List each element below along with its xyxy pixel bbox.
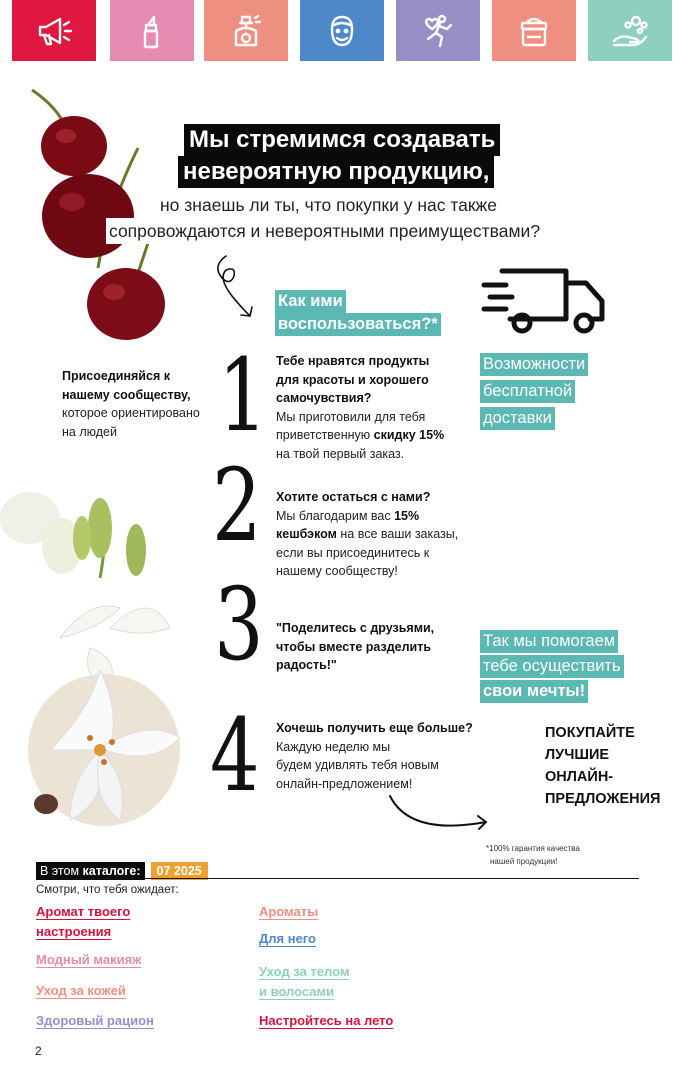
step-number-4: 4 — [210, 697, 260, 814]
toc-mood-fragrance-line-1: Аромат твоего — [36, 904, 131, 919]
toc-body-hair[interactable] — [259, 962, 350, 1002]
footnote-line-2: нашей продукции! — [490, 856, 558, 866]
toc-for-him[interactable]: Для него — [259, 931, 316, 946]
free-delivery-line-3: доставки — [480, 407, 555, 430]
catalog-bold: каталоге: — [82, 864, 141, 878]
shop-online-offers-cta — [545, 722, 660, 810]
headline-sub-1: но знаешь ли ты, что покупки у нас также — [157, 192, 500, 218]
step-1-line-1: Тебе нравятся продукты — [276, 354, 430, 368]
tab-skincare[interactable] — [492, 0, 576, 61]
dreams-line-2: тебе осуществить — [480, 655, 624, 678]
join-note-bold-1: Присоединяйся к — [62, 369, 170, 383]
step-2-line-5: нашему сообществу! — [276, 564, 398, 578]
headline-line-1: Мы стремимся создавать — [184, 124, 500, 156]
dreams-line-1: Так мы помогаем — [480, 630, 618, 653]
catalog-prefix: В этом — [40, 864, 83, 878]
step-2-line-1: Хотите остаться с нами? — [276, 490, 431, 504]
toc-body-hair-line-1: Уход за телом — [259, 964, 350, 979]
step-1-text — [276, 352, 444, 463]
step-4-line-3: будем удивлять тебя новым — [276, 758, 439, 772]
free-delivery-line-2: бесплатной — [480, 380, 575, 403]
step-1-line-4: Мы приготовили для тебя — [276, 409, 426, 424]
cream-jar-icon — [514, 11, 554, 51]
wellness-icon — [418, 11, 458, 51]
how-to-use-line-1: Как ими — [275, 290, 346, 313]
step-4-line-1: Хочешь получить еще больше? — [276, 721, 473, 735]
step-1-line-3: самочувствия? — [276, 391, 372, 405]
toc-fashion-makeup[interactable]: Модный макияж — [36, 952, 142, 967]
megaphone-icon — [34, 11, 74, 51]
toc-body-hair-line-2: и волосами — [259, 984, 335, 999]
headline-sub-2: сопровождаются и невероятными преимуществами? — [106, 218, 543, 244]
curly-arrow-icon — [212, 252, 262, 324]
catalog-divider — [36, 878, 639, 879]
join-note-text-2: на людей — [62, 424, 117, 439]
toc-mood-fragrance[interactable] — [36, 902, 130, 942]
step-2-cashback: кешбэком — [276, 527, 337, 541]
step-2-line-3b: на все ваши заказы, — [336, 527, 459, 541]
free-delivery-line-1: Возможности — [480, 353, 588, 376]
cta-line-3: ОНЛАЙН- — [545, 769, 614, 785]
cta-line-4: ПРЕДЛОЖЕНИЯ — [545, 791, 661, 807]
toc-mood-fragrance-line-2: настроения — [36, 924, 112, 939]
toc-fragrances[interactable]: Ароматы — [259, 904, 319, 919]
step-2-cashback-percent: 15% — [394, 508, 420, 523]
dreams-line-3: свои мечты! — [480, 680, 588, 703]
toc-summer[interactable]: Настройтесь на лето — [259, 1013, 394, 1028]
hand-wash-icon — [610, 11, 650, 51]
delivery-truck-icon — [480, 265, 608, 337]
swoosh-arrow-icon — [386, 790, 496, 838]
step-3-line-1: "Поделитесь с друзьями, — [276, 621, 435, 635]
footnote-line-1: *100% гарантия качества — [486, 844, 580, 853]
cta-line-2: ЛУЧШИЕ — [545, 747, 610, 763]
tab-makeup[interactable] — [110, 0, 194, 61]
step-4-line-2: Каждую неделю мы — [276, 739, 391, 754]
toc-skincare[interactable]: Уход за кожей — [36, 983, 126, 998]
headline-line-2: невероятную продукцию, — [178, 156, 494, 188]
step-number-1: 1 — [218, 337, 268, 454]
step-3-line-2: чтобы вместе разделить — [276, 639, 432, 654]
step-4-text — [276, 719, 473, 793]
catalog-date: 07 2025 — [151, 862, 208, 880]
step-number-2: 2 — [212, 447, 262, 564]
man-face-icon — [322, 11, 362, 51]
tab-wellness[interactable] — [396, 0, 480, 61]
step-3-text — [276, 619, 434, 675]
catalog-intro: Смотри, что тебя ожидает: — [36, 884, 179, 896]
tab-for-him[interactable] — [300, 0, 384, 61]
toc-healthy-diet[interactable]: Здоровый рацион — [36, 1013, 154, 1028]
step-2-line-4: если вы присоединитесь к — [276, 545, 430, 560]
step-1-line-2: для красоты и хорошего — [276, 372, 429, 387]
step-3-line-3: радость!" — [276, 658, 337, 672]
step-number-3: 3 — [214, 566, 264, 683]
step-2-text — [276, 488, 458, 581]
how-to-use-line-2: воспользоваться?* — [275, 313, 441, 336]
category-tabs — [0, 0, 684, 62]
tab-ads[interactable] — [12, 0, 96, 61]
join-note-text-1: которое ориентировано — [62, 406, 200, 420]
page-number: 2 — [35, 1044, 42, 1058]
quality-guarantee-footnote — [486, 843, 580, 868]
join-community-note — [62, 367, 222, 441]
join-note-bold-2: нашему сообществу, — [62, 387, 191, 402]
step-2-line-2a: Мы благодарим вас — [276, 508, 395, 523]
step-4-line-4: онлайн-предложением! — [276, 776, 413, 791]
step-1-line-6: на твой первый заказ. — [276, 446, 405, 461]
tab-fragrance[interactable] — [204, 0, 288, 61]
tab-body-hair[interactable] — [588, 0, 672, 61]
perfume-icon — [226, 11, 266, 51]
lipstick-icon — [132, 11, 172, 51]
lily-flowers-image — [0, 488, 210, 828]
step-1-discount: скидку 15% — [373, 428, 445, 442]
cta-line-1: ПОКУПАЙТЕ — [545, 725, 635, 741]
step-1-line-5a: приветственную — [276, 428, 374, 442]
